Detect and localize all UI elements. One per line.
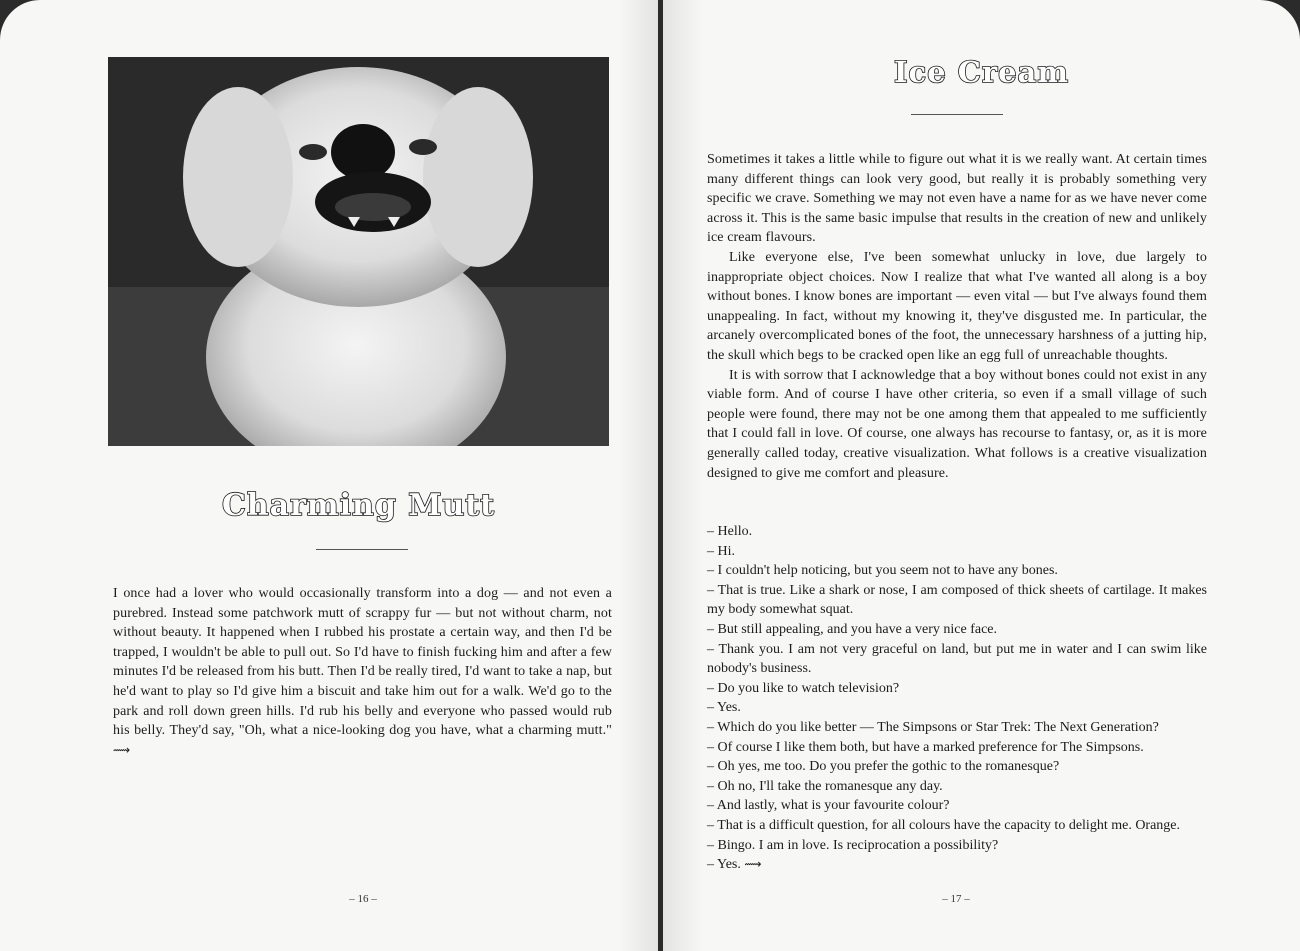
dialogue-line: – Which do you like better — The Simpsons or Star Trek: The Next Generation? [707,719,1159,735]
dialogue-line: – That is a difficult question, for all colours have the capacity to delight me. Orange. [707,817,1181,833]
title-rule [911,114,1003,115]
dialogue-line: – Hi. [707,543,735,559]
dialogue-line: – Hello. [707,524,753,539]
page-number: – 16 – [349,893,377,905]
dialogue-line-text: – Yes. [707,857,741,873]
end-ornament-icon: ⟿ [113,742,131,757]
dialogue-block [707,522,1207,875]
paragraph-content: I once had a lover who would occasionally transform into a dog — and not even a purebred. Instead some patchwork mutt of scrappy fur — but not without charm, not without beauty. It happened when I rubbed his prostate a certain way, and then I'd be trapped, I wouldn't be able to pull out. So I'd have to finish fucking him and after a few minutes I'd be released from his butt. Then I'd be really tired, I'd want to take a nap, but he'd want to play so I'd give him a biscuit and take him out for a walk. We'd go to the park and roll down green hills. I'd rub his belly and everyone who passed would rub his belly. They'd say, "Oh, what a nice-looking dog you have, what a charming mutt." [113,586,612,739]
dialogue-line: – But still appealing, and you have a very nice face. [707,621,998,637]
body-paragraphs [707,150,1207,483]
dialogue-line: – I couldn't help noticing, but you seem not to have any bones. [707,563,1058,579]
dialogue-line: – Do you like to watch television? [707,680,900,696]
body-paragraph [113,584,612,760]
dialogue-line: – Oh yes, me too. Do you prefer the gothic to the romanesque? [707,759,1060,775]
right-page [663,0,1300,951]
gutter-shadow [663,0,703,951]
paragraph-3: It is with sorrow that I acknowledge that a boy without bones could not exist in any viable form. And of course I have other criteria, so even if a small village of such people were found, there may not be one among them that appealed to me sufficiently that I could fall in love. Of course, one always has recourse to fantasy, or, as it is more generally called today, creative visualization. What follows is a creative visualization designed to give me comfort and pleasure. [707,367,1207,481]
chapter-title: Ice Cream [893,55,1070,89]
dog-photo [108,57,609,446]
title-rule [316,549,408,550]
dialogue-line: – Of course I like them both, but have a marked preference for The Simpsons. [707,739,1144,755]
paragraph-2: Like everyone else, I've been somewhat unlucky in love, due largely to inappropriate object choices. Now I realize that what I've wanted all along is a boy without bones. I know bones are important — even vital — but I've always found them unappealing. In fact, without my knowing it, they've disgusted me. In particular, the arcanely overcomplicated bones of the foot, the unnecessary harshness of a jutting hip, the skull which begs to be cracked open like an egg full of unreachable thoughts. [707,249,1207,363]
dialogue-line: – Thank you. I am not very graceful on land, but put me in water and I can swim like nobody's business. [707,641,1207,677]
dialogue-line: – Yes. [707,700,741,716]
chapter-title: Charming Mutt [221,488,496,523]
dialogue-line-last [707,855,1207,875]
paragraph-1: Sometimes it takes a little while to figure out what it is we really want. At certain times many different things can look very good, but really it is probably something very specific we crave. Something we may not even have a name for as we have never come across it. This is the same basic impulse that results in the creation of new and unlikely ice cream flavours. [707,152,1207,246]
paragraph-text [113,584,612,760]
dialogue-line: – And lastly, what is your favourite colour? [707,798,950,814]
dialogue-line: – That is true. Like a shark or nose, I am composed of thick sheets of cartilage. It makes my body somewhat squat. [707,582,1207,618]
dialogue-line: – Bingo. I am in love. Is reciprocation a possibility? [707,837,999,853]
dog-illustration [108,57,609,446]
gutter-shadow [618,0,658,951]
end-ornament-icon: ⟿ [744,857,762,872]
page-number: – 17 – [942,893,970,905]
dialogue-line: – Oh no, I'll take the romanesque any day. [707,778,943,794]
